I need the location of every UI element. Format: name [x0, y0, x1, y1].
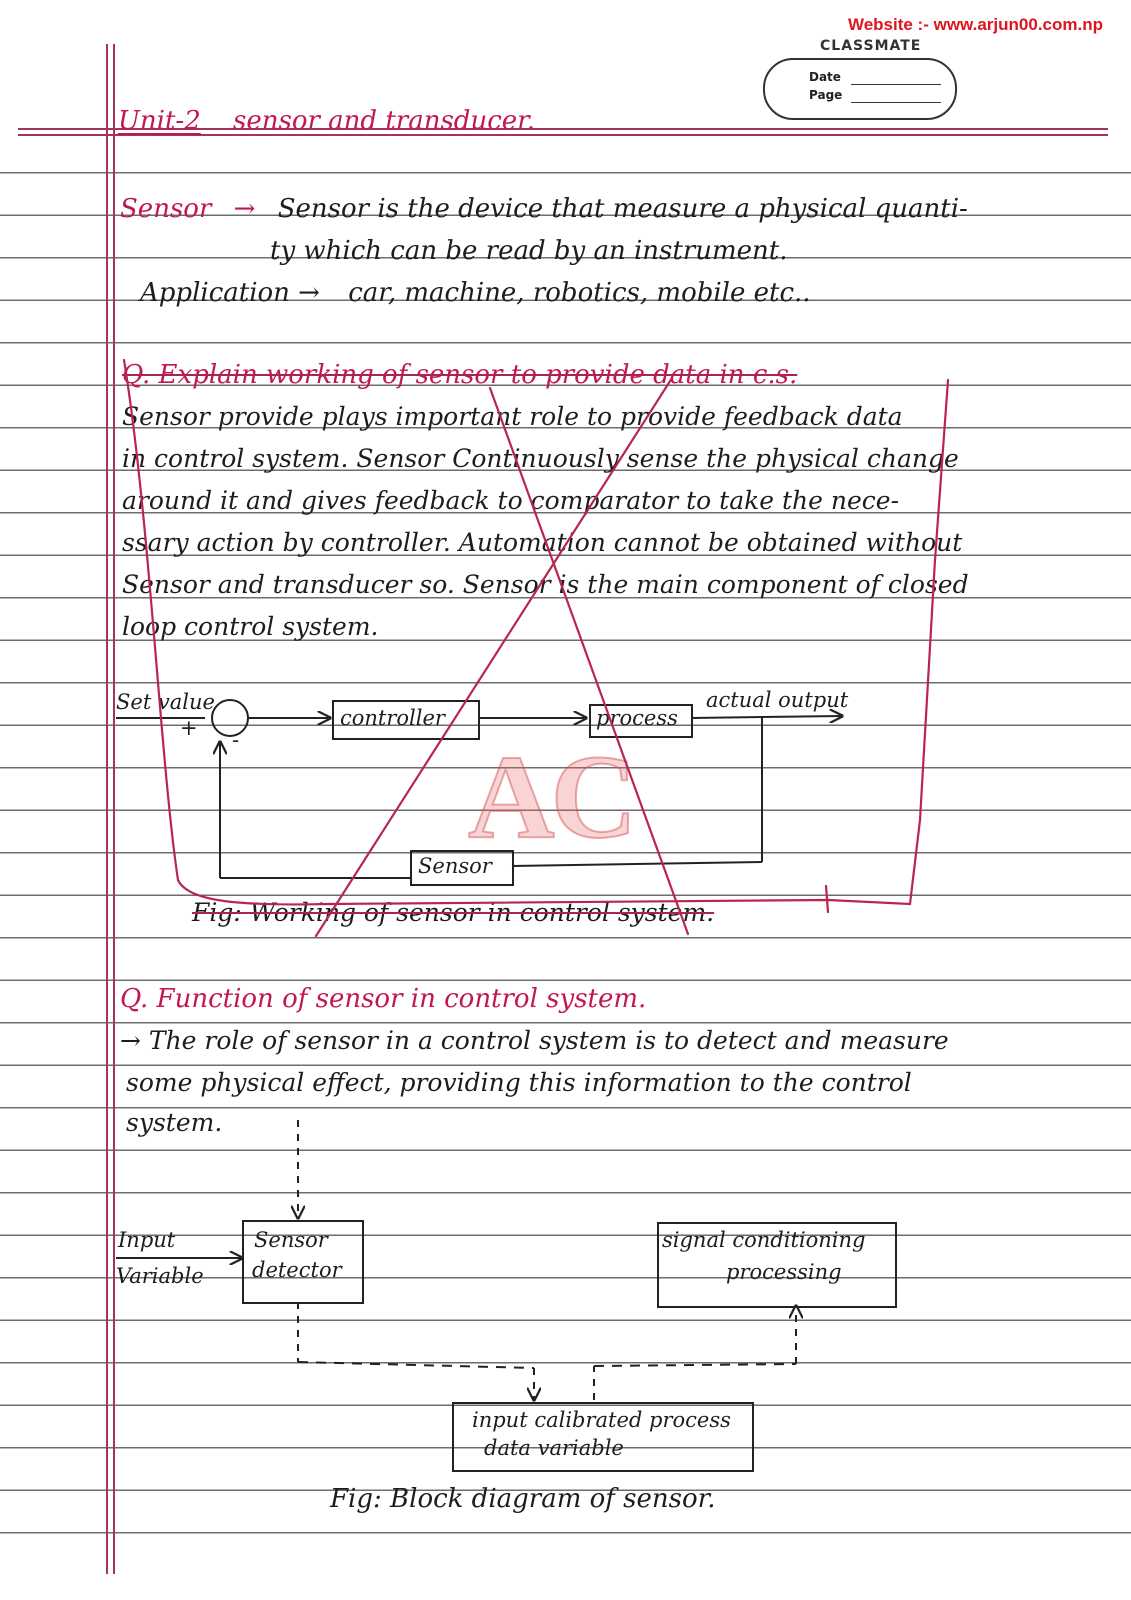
question-1-line-4: ssary action by controller. Automation cannot be obtained without	[122, 528, 963, 557]
bottom-dashed-left	[298, 1362, 534, 1368]
question-1-label: Q. Explain working of sensor to provide data in c.s.	[122, 360, 798, 390]
application-label: Application →	[140, 278, 320, 308]
figure-2-caption: Fig: Block diagram of sensor.	[330, 1484, 716, 1514]
sensor-detector-label-2: detector	[252, 1258, 342, 1282]
signal-conditioning-label-2: processing	[726, 1260, 842, 1284]
question-1-line-6: loop control system.	[122, 612, 379, 641]
question-2-line-3: system.	[126, 1108, 223, 1137]
input-label-2: Variable	[116, 1264, 204, 1288]
calibrated-data-label-2: data variable	[484, 1436, 624, 1460]
actual-output-label: actual output	[706, 688, 849, 712]
watermark-logo: AC	[468, 730, 634, 863]
minus-sign: -	[232, 728, 240, 752]
cancel-cross-1	[490, 388, 688, 934]
page-label: Page	[809, 88, 843, 102]
figure-1-caption: Fig: Working of sensor in control system.	[192, 898, 715, 927]
block-diagram	[116, 1120, 796, 1400]
input-label-1: Input	[118, 1228, 176, 1252]
sensor-detector-label-1: Sensor	[254, 1228, 328, 1252]
bottom-dashed-right	[594, 1364, 796, 1366]
application-items: car, machine, robotics, mobile etc..	[348, 278, 811, 308]
set-value-label: Set value	[116, 690, 215, 714]
signal-conditioning-label-1: signal conditioning	[662, 1228, 866, 1252]
question-1-line-2: in control system. Sensor Continuously sense the physical change	[122, 444, 959, 473]
process-to-output	[691, 716, 842, 718]
question-2-label: Q. Function of sensor in control system.	[120, 984, 647, 1014]
summing-junction	[212, 700, 248, 736]
sensor-term: Sensor	[120, 194, 212, 224]
question-1-line-5: Sensor and transducer so. Sensor is the main component of closed	[122, 570, 969, 599]
cancel-tick	[826, 886, 828, 912]
process-label: process	[596, 706, 678, 730]
definition-text-2: ty which can be read by an instrument.	[270, 236, 788, 266]
unit-number: Unit-2	[118, 106, 201, 136]
controller-label: controller	[340, 706, 445, 730]
cancel-cross-2	[316, 378, 672, 936]
question-2-line-2: some physical effect, providing this information to the control	[126, 1068, 912, 1097]
strike-through-marks	[124, 360, 948, 936]
cancel-frame	[124, 360, 948, 904]
question-2-line-1: → The role of sensor in a control system is to detect and measure	[120, 1026, 949, 1055]
question-1-line-1: Sensor provide plays important role to provide feedback data	[122, 402, 903, 431]
definition-arrow: →	[233, 194, 256, 224]
notebook-brand: CLASSMATE	[820, 38, 922, 54]
sensor-feedback-label: Sensor	[418, 854, 492, 878]
unit-title: sensor and transducer.	[233, 106, 535, 136]
calibrated-data-label-1: input calibrated process	[472, 1408, 731, 1432]
date-label: Date	[809, 70, 841, 84]
tap-to-sensor	[512, 862, 762, 866]
question-1-line-3: around it and gives feedback to comparator to take the nece-	[122, 486, 900, 515]
website-url: Website :- www.arjun00.com.np	[847, 15, 1103, 34]
plus-sign: +	[180, 716, 198, 740]
closed-loop-diagram	[116, 700, 842, 878]
definition-text-1: Sensor is the device that measure a physical quanti-	[277, 194, 968, 224]
